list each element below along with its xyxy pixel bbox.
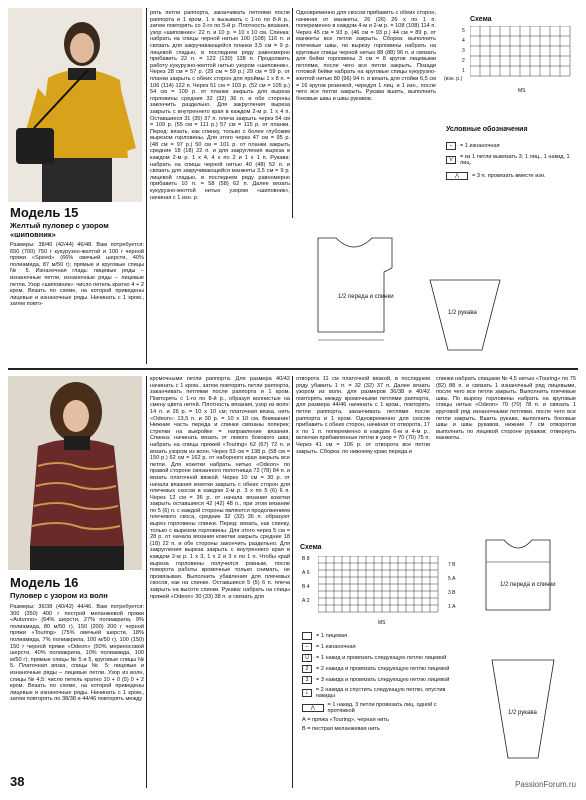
model15-sleeve-label: 1/2 рукава — [448, 310, 477, 316]
model15-col2-text: рять петли раппорта, заканчивать петлями после раппорта и 1 кром. 1 х вызывать с 1-го по 8-й р., затем повторять со 2-го по 5-й р. Плотность вязания, узор «шиповник»: 22 п. и 10 р. = 10 х 10 см. Спинка: набрать на спицы черной нитью 100 (108) 116 п. и связать для закручивающейся планки 3,5 см = 9 р. лицевой гладью, в последнем ряду равномерно прибавить 22 п. = 122 (130) 138 п. Продолжить работу кукурузно-желтой нитью узором «шиповник». Через 28 см = 57 р. (29 см = 59 р.) 29 см = 59 р. от планки закрыть с обеих сторон для проймы 1 х 8 п. = 106 (114) 122 п. Через 51 см = 103 р. (52 см = 105 р.) 54 см = 109 р. от планки закрыть для выреза горловины средние 32 (32) 36 п. и обе стороны закончить раздельно. Для закругления выреза закрыть с внутреннего края в каждом 2-м р. 1 х 4 п. Оставшиеся 31 (35) 37 п. плеча закрыть через 54 см = 109 р. (55 см = 111 р.) 57 см = 115 р. от планки. Перед: вязать, как спинку, только с более глубоким вырезом горловины. Для этого через 47 см = 95 р. (48 см = 97 р.) 50 см = 101 р. от планки закрыть средние 18 (18) 22 п. и для закругления выреза в каждом 2-м р. 1 х 4, 4 х по 2 и 1 х 1 п. Рукава: набрать на спицы черной нитью 40 (48) 52 п. и связать для закручивающейся манжеты 3,5 см = 9 р. лицевой гладью, в последнем ряду равномерно прибавить 10 п. = 58 (58) 62 п. Далее вязать кукурузно-желтой нитью узором «шиповник», начиная с 1 изн. р. — [150, 10, 290, 201]
divider-top-1 — [146, 8, 147, 364]
model15-scheme-grid — [470, 26, 574, 88]
model16-legend — [302, 632, 462, 732]
model16-legend-yarn-a: А = пряжа «Touring», черная нить — [302, 717, 389, 723]
model16-row-r-1: 1 А — [448, 604, 456, 610]
model15-scheme-row-3: 3 — [462, 48, 465, 54]
section-divider — [8, 368, 578, 370]
model16-legend-item-6: ⇣ = 2 накида и спустить следующую петлю, опустив накиды — [302, 687, 462, 699]
model15-text-col1 — [10, 242, 144, 362]
model16-col4-text: спинки набрать спицами № 4,5 нитью «Touring» по 75 (82) 88 п. и связать 1 изнаночный ряд лицевыми, после чего все петли закрыть. Выполнить плечевые швы. По вырезу горловины набрать на круговые спицы нитью «Odeon» 70 (70) 78 п. и связать 1 круговой ряд изнаночными петлями, после чего все петли закрыть. Вшить рукава, выполнить боковые швы и швы рукавов, нижние 7 см отворотов выполнить по лицевой стороне рукавов; отвернуть манжеты. — [436, 376, 576, 442]
model16-col1-text: Размеры: 36/38 (40/42) 44/46. Вам потребуется: 300 (350) 400 г пестрой меланжевой пряжи «Autunno» (64% шерсти, 27% полиакрила, 9% полиамида, 80 м/50 г), 150 (200) 200 г черной пряжи «Touring» (75% овечьей шерсти, 18% полиамида, 7% полиакрила, 100 м/50 г), 100 (150) 150 г черной пряжи «Odeon» (50% мериносовой шерсти, 40% полиакрила, 10% полиамида, 100 м/50 г); прямые спицы № 5 и 5, круговые спицы № 5. Платочная вязка, спицы № 5: лицевые и изнаночные ряды – лицевые петли. Узор из волн, спицы № 4,5: число петель кратно 10 + 0 (5) 0 + 2 кром. Вязать по схеме, на которой приведены лицевые и изнаночные ряды. Начинать с 1 кром., затем повторять по 38/38 и 44/46 повторять между — [10, 604, 144, 703]
model16-text-col4 — [436, 376, 576, 516]
model15-scheme-row-5: 5 — [462, 28, 465, 34]
model16-front-label: 1/2 переда и спинки — [500, 582, 556, 588]
model16-col3-text: отворота 11 см платочной вязкой, в последнем ряду убавить 1 п. = 32 (32) 37 п. Далее вязать узором из волн, для размеров 36/38 и 40/42 повторять между кромочными петлями раппорта, для размера 44/46 начинать с 1 кром., повторять петли раппорта, заканчивать петлями после раппорта и 1 кром. Одновременно для скосов прибавить с обеих сторон, начиная от отворота, 17 х по 1 п. попеременно в каждом 6-м и 4-м р., включая прибавленные петли в узор = 70 (70) 75 п. Через 41 см = 106 р. от отворота все петли закрыть. Сборка: по нижнему краю переда и — [296, 376, 430, 455]
model15-col1-text: Размеры: 38/40 (42/44) 46/48. Вам потребуется: 650 (700) 750 г кукурузно-желтой и 100 г черной пряжи «Speed» (66% овечьей шерсти, 40% полиамида, 87 м/50 г); прямые и круговые спицы № 5. Изнаночная гладь: лицевые ряды – изнаночные петли, изнаночные ряды – лицевые петли. Узор «шиповник»: число петель кратно 4 + 2 кром. Вязать по схеме, на которой приведены лицевые и изнаночные ряды. Начинать с 1 кром., затем повто- — [10, 242, 144, 308]
model15-scheme-ms: MS — [518, 88, 526, 94]
model15-text-col3 — [296, 10, 436, 212]
model15-legend-item-2: V = из 1 петли вывязать 3: 1 лиц., 1 накид, 1 лиц. — [446, 154, 582, 166]
drop-stitch-icon: ⇣ — [302, 689, 312, 697]
model15-scheme-title: Схема — [470, 16, 492, 23]
model16-sleeve-label: 1/2 рукава — [508, 710, 537, 716]
model16-title: Модель 16 — [10, 575, 79, 590]
model16-text-col3 — [296, 376, 430, 532]
yarnover-1-icon: U — [302, 654, 312, 662]
divider-top-2 — [292, 8, 293, 218]
model15-scheme-row-4: 4 — [462, 38, 465, 44]
model15-pattern-front-back — [296, 228, 416, 358]
model16-legend-item-7: ⋀ = 1 накид, 3 петли провязать лиц. одной с протяжкой — [302, 702, 462, 714]
knit-symbol-icon — [302, 632, 312, 640]
yarnover-3-icon: 3 — [302, 676, 312, 684]
page-number: 38 — [10, 774, 25, 789]
model16-legend-item-5: 3 = 3 накида и провязать следующую петлю лицевой — [302, 676, 462, 684]
cluster-symbol-icon: ⋀ — [302, 704, 324, 712]
model16-legend-item-4: 2 = 2 накида и провязать следующую петлю лицевой — [302, 665, 462, 673]
model15-pattern-sleeve — [420, 270, 520, 360]
model15-scheme-row-2: 2 — [462, 58, 465, 64]
model16-legend-item-1: = 1 лицевая — [302, 632, 462, 640]
model15-col3-text: Одновременно для скосов прибавить с обеих сторон, начиная от манжеты, 26 (26) 26 х по 1 п. попеременно в каждом 4-м и 2-м р. = 108 (108) 114 п. Через 45 см = 93 р. (46 см = 93 р.) 44 см = 89 р. от манжеты все петли закрыть. Сборка: выполнить плечевые швы, по вырезу горловины набрать на круговые спицы черной нитью 88 (88) 96 п. и связать для бейки горловины 3 см = 8 кругов лицевыми петлями, после чего все петли закрыть. Позади готовой бейки набрать на круговые спицы кукурузно-желтой нитью 80 (96) 94 п. и вязать для стойки 6,5 см = 16 кругов резинкой, чередуя 1 лиц. и 1 изн., после чего все петли закрыть. Рукава вшить, выполнить боковые швы и швы рукавов. — [296, 10, 436, 102]
model16-row-l-8: В 8 — [302, 556, 310, 562]
model16-pattern-sleeve — [472, 646, 572, 776]
divider-bottom-1 — [146, 376, 147, 788]
increase-symbol-icon: V — [446, 156, 456, 164]
model16-col2-text: кромочными петли раппорта. Для размера 40/42 начинать с 1 кром., затем повторять петли раппорта, заканчивать петлями после раппорта и 1 кром. Повторять с 1-го по 8-й р., образуя волнистые на смену цвета нитей. Плотность вязания, узор из волн: 14 п. и 26 р. = 10 х 10 см; платочная вязка, нить «Odeon»: 13,5 п. и 30 р. = 10 х 10 см. Внимание! Нижние часть переда и спинки связаны поперек; стрелки на выкройке = направление вязания. Спинка: начинать вязать от левого бокового шва; набрать на спицы пряжей «Touring» 62 (67) 72 п. и вязать узором из волн. Через 53 см = 138 р. (58 см = 150 р.) 62 см = 162 р. от наборного края закрыть все петли. Для кокетки набрать нитью «Odeon» по правой стороне связанного полотнища 72 (78) 84 п. и вязать платочной вязкой. Через 10 см = 30 р. от начала вязания кокетки закрыть с обеих сторон для плечевых скосов в каждом 2-м р. 3 х по 5 (6) 6 п. Через 12 см = 36 р. от начала вязания кокетки закрыть оставшиеся 42 (42) 48 п., при этом вязание по 5 (6) п. с каждой стороны являются продолжением плечевого скоса, средние 32 (32) 36 п. образуют вырез горловины спинки. Перед: вязать, как спинку, только с вырезом горловины. Для этого через 5 см = 28 р. от начала вязания кокетки закрыть средние 18 (18) 22 п. и обе стороны закончить раздельно. Для закругления выреза закрыть с внутреннего края в каждом 2-м р. 1 х 3, 1 х 2 и 3 х по 1 п. Чтобы край выреза горловины получился ровным, после поворота работы кромочные только снимать, не провязывая. Выполнить убавления для плечевых скосов, как на спинке. Оставшиеся 5 (5) 6 п. плеча закрыть на высоте спинки. Рукава: набрать на спицы пряжей «Odeon» 30 (33) 38 п. и связать для — [150, 376, 290, 600]
model15-title: Модель 15 — [10, 205, 79, 220]
model16-text-col2 — [150, 376, 290, 788]
model15-text-col2 — [150, 10, 290, 362]
model16-scheme-grid — [318, 556, 444, 616]
model16-legend-item-2: – = 1 изнаночная — [302, 643, 462, 651]
model15-legend-title: Условные обозначения — [446, 126, 528, 133]
model15-front-label: 1/2 переда и спинки — [338, 294, 394, 300]
model16-row-l-4: В 4 — [302, 584, 310, 590]
model15-legend-item-1: – = 1 изнаночная — [446, 142, 500, 150]
model16-row-r-7: 7 В — [448, 562, 456, 568]
model16-subtitle: Пуловер с узором из волн — [10, 591, 108, 600]
model15-photo — [8, 8, 142, 202]
model15-scheme-row-1: 1 — [462, 68, 465, 74]
purl-symbol-icon: – — [446, 142, 456, 150]
model16-legend-item-3: U = 1 накид и провязать следующую петлю лицевой — [302, 654, 462, 662]
photo-woman-wave-sweater — [8, 376, 142, 570]
divider-bottom-2 — [292, 376, 293, 788]
model16-text-col1 — [10, 604, 144, 770]
model15-scheme-side: (изн. р.) — [444, 76, 463, 82]
model15-legend-item-3: ⋀ = 3 п. провязать вместе изн. — [446, 172, 546, 180]
site-watermark: PassionForum.ru — [515, 780, 576, 789]
photo-woman-yellow-sweater — [8, 8, 142, 202]
model16-scheme-title: Схема — [300, 544, 322, 551]
model16-row-l-6: А 6 — [302, 570, 310, 576]
model16-legend-yarn-b: В = пестрая меланжевая нить — [302, 726, 380, 732]
model15-subtitle: Желтый пуловер с узором «шиповник» — [10, 221, 109, 239]
model16-pattern-front-back — [466, 530, 578, 640]
model16-scheme-ms: MS — [378, 620, 386, 626]
yarnover-2-icon: 2 — [302, 665, 312, 673]
model16-photo — [8, 376, 142, 570]
purl-symbol-icon: – — [302, 643, 312, 651]
model16-row-r-3: 3 В — [448, 590, 456, 596]
decrease-symbol-icon: ⋀ — [446, 172, 468, 180]
model16-row-r-5: 5 А — [448, 576, 456, 582]
model16-row-l-2: А 2 — [302, 598, 310, 604]
